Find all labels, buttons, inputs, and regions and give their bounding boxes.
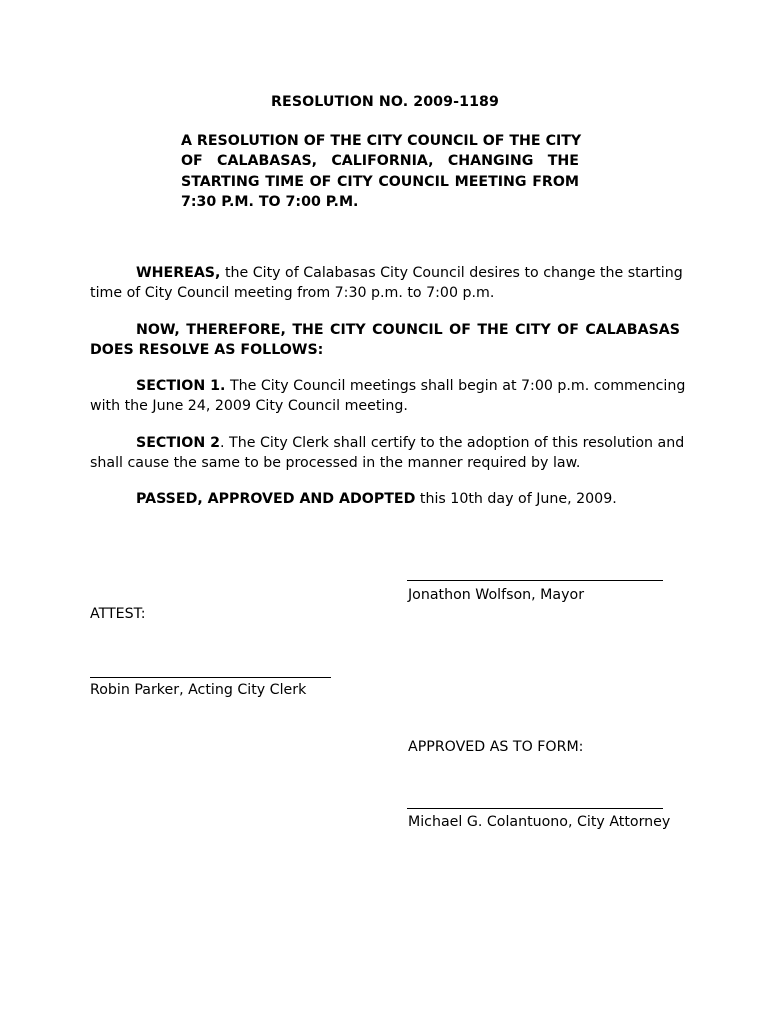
attest-label: ATTEST: [90, 606, 146, 622]
passed-text: this 10th day of June, 2009. [419, 491, 617, 507]
attorney-signature-line [407, 808, 663, 809]
mayor-signature-name: Jonathon Wolfson, Mayor [408, 587, 585, 603]
heading-line: STARTING TIME OF CITY COUNCIL MEETING FROM [181, 173, 579, 190]
heading-line: A RESOLUTION OF THE CITY COUNCIL OF THE CITY [181, 133, 582, 149]
now-therefore-line1: NOW, THEREFORE, THE CITY COUNCIL OF THE CITY OF CALABASAS [136, 322, 680, 338]
section1-text-line2: with the June 24, 2009 City Council meeting. [90, 398, 408, 414]
passed-label: PASSED, APPROVED AND ADOPTED [136, 491, 416, 507]
mayor-signature-line [407, 580, 663, 581]
whereas-label: WHEREAS, [136, 265, 221, 281]
approved-as-to-form-label: APPROVED AS TO FORM: [408, 739, 584, 755]
section1-label: SECTION 1. [136, 378, 226, 394]
clerk-signature-name: Robin Parker, Acting City Clerk [90, 682, 307, 698]
heading-line: 7:30 P.M. TO 7:00 P.M. [181, 193, 359, 210]
heading-line: OF CALABASAS, CALIFORNIA, CHANGING THE [181, 153, 579, 170]
clerk-signature-line [90, 677, 331, 678]
passed-paragraph [90, 489, 680, 509]
section2-text: . The City Clerk shall certify to the adoption of this resolution and [220, 435, 685, 451]
section2-text-line2: shall cause the same to be processed in the manner required by law. [90, 455, 581, 471]
section1-text: The City Council meetings shall begin at 7:00 p.m. commencing [229, 378, 686, 394]
section2-paragraph [90, 433, 685, 473]
section1-paragraph [90, 376, 686, 416]
section2-label: SECTION 2 [136, 435, 221, 451]
now-therefore-paragraph [90, 320, 680, 360]
whereas-text-line2: time of City Council meeting from 7:30 p.m. to 7:00 p.m. [90, 285, 495, 301]
resolution-title: RESOLUTION NO. 2009-1189 [271, 94, 499, 110]
resolution-heading [181, 131, 582, 212]
now-therefore-line2: DOES RESOLVE AS FOLLOWS: [90, 342, 324, 358]
whereas-paragraph [90, 263, 683, 303]
whereas-text: the City of Calabasas City Council desires to change the starting [224, 265, 683, 281]
attorney-signature-name: Michael G. Colantuono, City Attorney [408, 814, 671, 830]
